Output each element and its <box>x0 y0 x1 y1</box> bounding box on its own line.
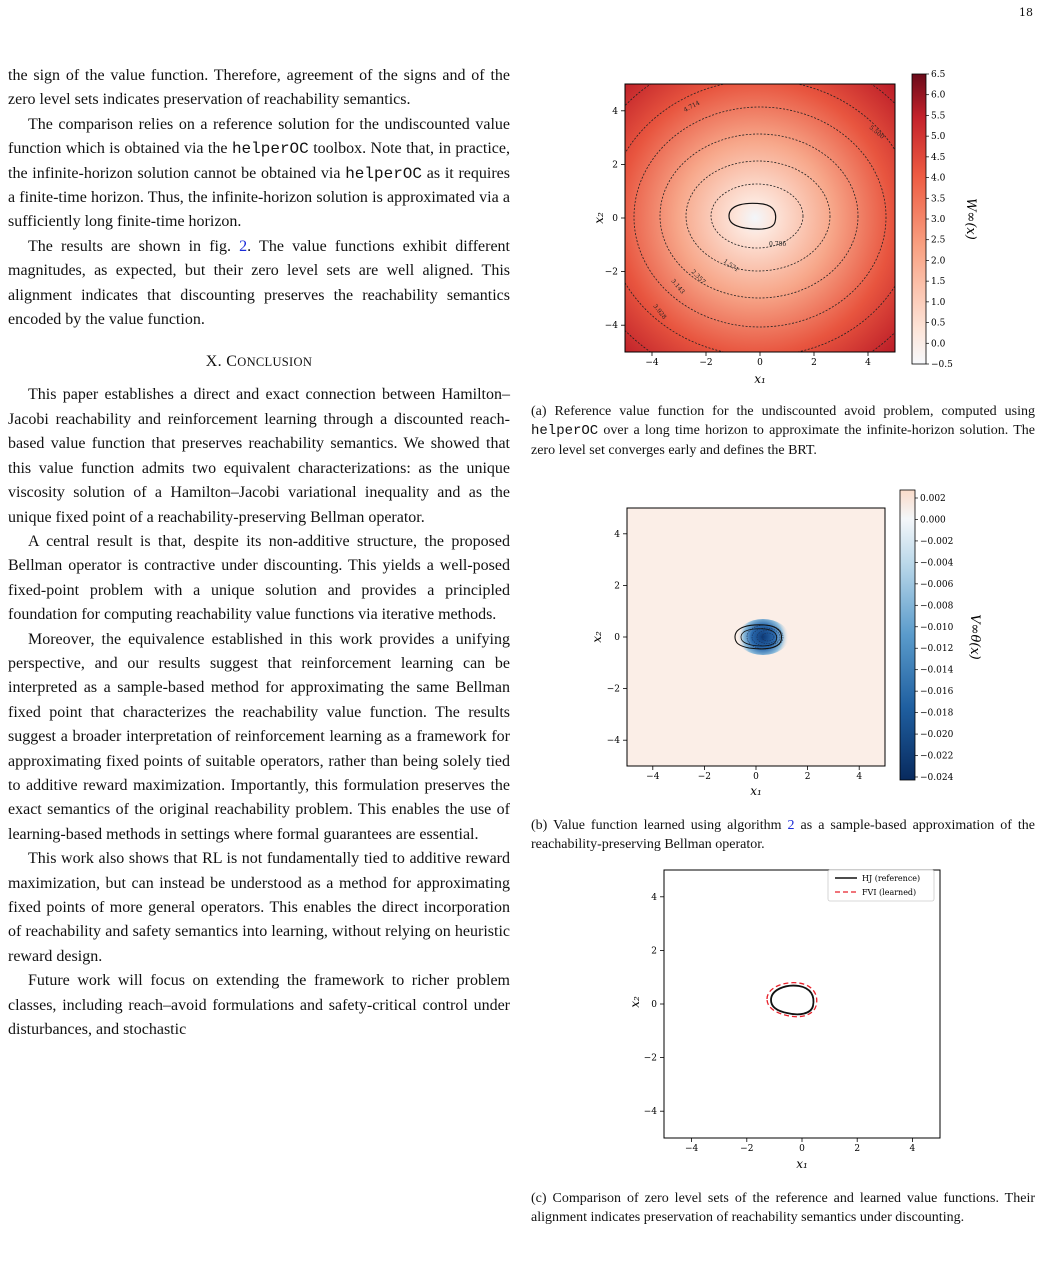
colorbar-tick-label: 2.0 <box>931 256 946 267</box>
p3-text-a: The results are shown in fig. <box>28 237 240 255</box>
y-tick-label: 0 <box>612 214 618 224</box>
colorbar-tick-label: 6.5 <box>931 70 946 80</box>
x-tick-label: −4 <box>684 1144 699 1154</box>
y-tick-label: 2 <box>612 160 618 171</box>
x-axis-label: x₁ <box>750 784 762 798</box>
page-number: 18 <box>1019 6 1033 19</box>
y-tick-label: 4 <box>651 892 657 903</box>
caption-a-code: helperOC <box>531 423 599 439</box>
x-tick-label: −2 <box>699 358 713 368</box>
paragraph-1: the sign of the value function. Therefore, agreement of the signs and of the zero level sets indicates preservation of reachability semantics. <box>8 67 510 109</box>
colorbar-tick-label: 0.002 <box>920 494 946 504</box>
colorbar-tick-label: 4.0 <box>931 173 946 184</box>
colorbar-tick-label: 1.0 <box>931 297 946 308</box>
colorbar-tick-label: −0.018 <box>920 708 954 719</box>
colorbar-tick-label: 0.0 <box>931 339 946 350</box>
colorbar-tick-label: −0.004 <box>920 558 954 569</box>
y-tick-label: 4 <box>614 529 620 540</box>
contour-label-3: 2.357 <box>689 268 707 286</box>
paragraph-8: Future work will focus on extending the framework to richer problem classes, including reach–avoid formulations and safety-critical control under disturbances, and stochastic <box>8 972 510 1039</box>
section-title-rest: ONCLUSION <box>237 355 313 370</box>
colorbar-tick-label: 0.000 <box>920 515 946 526</box>
contour-label-7: 5.500 <box>867 124 886 141</box>
colorbar-tick-label: −0.022 <box>920 751 954 762</box>
y-tick-label: −4 <box>606 736 620 747</box>
x-tick-label: 0 <box>799 1144 805 1154</box>
figure-c-zero-level-set-comparison <box>531 862 951 1182</box>
y-tick-label: −2 <box>606 684 620 695</box>
y-tick-label: 0 <box>614 633 620 643</box>
p2-text-c: as it requires a finite-time horizon. Thus, the infinite-horizon solution is approximated via a sufficiently long finite-time horizon. <box>8 164 511 231</box>
x-tick-label: −4 <box>646 772 660 782</box>
heatmap-area <box>625 84 895 352</box>
x-tick-label: 2 <box>804 772 811 782</box>
paragraph-2 <box>8 113 510 235</box>
colorbar-tick-label: −0.012 <box>920 644 954 655</box>
y-tick-label: 2 <box>614 581 620 592</box>
figure-b-learned-value-function <box>531 487 982 803</box>
legend-label-fvi: FVI (learned) <box>862 888 917 897</box>
y-tick-label: 0 <box>651 1000 657 1010</box>
colorbar-tick-label: −0.008 <box>920 601 954 612</box>
caption-b-text-1: (b) Value function learned using algorithm <box>531 818 788 833</box>
contour-label-1: 0.786 <box>769 241 787 248</box>
colorbar-tick-label: −0.5 <box>931 360 953 370</box>
section-title-first: C <box>226 353 238 371</box>
colorbar-tick-label: 5.0 <box>931 132 946 143</box>
colorbar-label: W∞(x) <box>963 198 978 240</box>
y-tick-label: 2 <box>651 946 657 957</box>
figure-a-reference-value-function <box>531 66 978 392</box>
left-column <box>8 64 510 1042</box>
colorbar-tick-label: −0.014 <box>920 665 954 676</box>
colorbar-tick-label: 6.0 <box>931 90 946 101</box>
x-tick-label: 4 <box>865 358 871 368</box>
p2-text-a: The comparison relies on a reference solution for the undiscounted value function which is obtained via the <box>8 115 510 158</box>
colorbar-tick-label: −0.010 <box>920 622 954 633</box>
caption-a-text-2: over a long time horizon to approximate the infinite-horizon solution. The zero level set converges early and defines the BRT. <box>531 423 1035 458</box>
colorbar-tick-label: 4.5 <box>931 152 946 163</box>
y-tick-label: −4 <box>643 1107 657 1118</box>
colorbar-tick-label: 5.5 <box>931 111 946 122</box>
y-tick-label: −2 <box>604 267 618 278</box>
paragraph-3 <box>8 235 510 333</box>
x-axis-label: x₁ <box>796 1157 808 1171</box>
colorbar-tick-label: −0.002 <box>920 536 954 547</box>
contour-label-5: 3.928 <box>651 302 668 321</box>
x-tick-label: 4 <box>909 1144 916 1154</box>
x-tick-label: 2 <box>811 358 817 368</box>
colorbar-tick-label: 3.0 <box>931 215 946 225</box>
section-heading <box>8 353 510 371</box>
p2-text-b: toolbox. Note that, in practice, the infinite-horizon solution cannot be obtained via <box>8 140 511 182</box>
caption-b <box>531 816 1035 854</box>
colorbar-tick-label: 2.5 <box>931 235 946 246</box>
colorbar-tick-label: −0.020 <box>920 730 954 741</box>
colorbar-tick-label: −0.024 <box>920 773 954 783</box>
colorbar-tick-label: −0.016 <box>920 687 954 698</box>
x-tick-label: −2 <box>740 1144 754 1154</box>
caption-b-text-2: as a sample-based approximation of the reachability-preserving Bellman operator. <box>531 818 1035 852</box>
caption-a-text-1: (a) Reference value function for the undiscounted avoid problem, computed using <box>531 404 1035 419</box>
colorbar-tick-label: 1.5 <box>931 277 946 288</box>
x-tick-label: 0 <box>753 772 759 782</box>
colorbar-ticks <box>926 70 953 370</box>
x-tick-label: 4 <box>856 772 863 782</box>
y-axis-label: x₂ <box>592 212 606 224</box>
colorbar <box>912 74 926 364</box>
colorbar-tick-label: −0.006 <box>920 579 954 590</box>
x-tick-label: −2 <box>697 772 712 782</box>
contour-label-6: 4.714 <box>682 99 702 114</box>
p2-code-1: helperOC <box>231 140 309 159</box>
legend-label-hj: HJ (reference) <box>862 874 921 883</box>
colorbar-label: V∞θ(x) <box>967 614 982 660</box>
plot-area <box>664 870 940 1138</box>
colorbar-tick-label: 0.5 <box>931 318 946 329</box>
x-tick-label: −4 <box>645 358 659 368</box>
algorithm-ref-link[interactable]: 2 <box>787 818 795 833</box>
caption-c: (c) Comparison of zero level sets of the reference and learned value functions. Their alignment indicates preservation of reachability semantics under discounting. <box>531 1191 1035 1225</box>
x-tick-label: 2 <box>854 1144 861 1154</box>
paragraph-7: This work also shows that RL is not fundamentally tied to additive reward maximization, but can instead be understood as a method for approximating fixed points of more general operators. This enables the direct incorporation of reachability and safety semantics into learning, without relying on heuristic reward design. <box>8 850 510 965</box>
paragraph-4: This paper establishes a direct and exact connection between Hamilton–Jacobi reachability and reinforcement learning through a discounted reach-based value function that preserves reachability semantics. We showed that this value function admits two equivalent characterizations: as the unique viscosity solution of a Hamilton–Jacobi variational inequality and as the unique fixed point of a reachability-preserving Bellman operator. <box>8 386 510 526</box>
colorbar <box>900 490 915 780</box>
paragraph-5: A central result is that, despite its non-additive structure, the proposed Bellman operator is contractive under discounting. This yields a well-posed fixed-point problem with a unique solution and provides a principled foundation for computing reachability value functions via iterative methods. <box>8 532 510 624</box>
legend <box>828 870 934 901</box>
caption-a <box>531 402 1035 460</box>
colorbar-ticks <box>915 494 954 783</box>
y-tick-label: −4 <box>604 321 618 332</box>
fig-ref-link[interactable]: 2 <box>239 237 248 255</box>
section-number: X. <box>205 353 222 371</box>
p2-code-2: helperOC <box>345 164 422 183</box>
x-axis-label: x₁ <box>754 372 766 386</box>
contour-label-4: 3.143 <box>669 277 686 296</box>
y-axis-label: x₂ <box>628 996 642 1008</box>
contour-label-2: 1.571 <box>721 257 740 274</box>
y-axis-label: x₂ <box>590 631 604 643</box>
p3-text-b: . The value functions exhibit different magnitudes, as expected, but their zero level sets are well aligned. This alignment indicates that discounting preserves the reachability semantics encoded by the value function. <box>8 237 510 329</box>
paragraph-6: Moreover, the equivalence established in this work provides a unifying perspective, and our results suggest that reinforcement learning can be interpreted as a sample-based method for approximating the same Bellman fixed point that characterizes the reachability value function. The results suggest a broader interpretation of reinforcement learning as a framework for approximating fixed points of suitable operators, rather than being solely tied to additive reward maximization. Importantly, this formulation preserves the exact semantics of the original reachability problem. This enables the use of learning-based methods in settings where formal guarantees are essential. <box>8 630 510 843</box>
x-tick-label: 0 <box>757 358 763 368</box>
colorbar-tick-label: 3.5 <box>931 194 946 205</box>
y-tick-label: 4 <box>612 106 618 117</box>
y-tick-label: −2 <box>643 1053 657 1064</box>
